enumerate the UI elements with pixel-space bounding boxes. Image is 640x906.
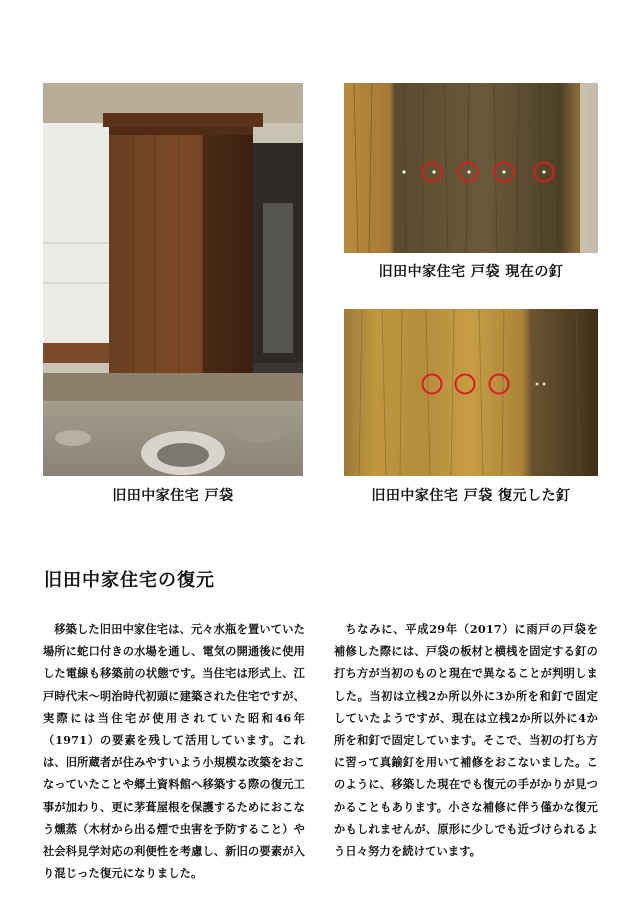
paragraph-left: 移築した旧田中家住宅は、元々水瓶を置いていた場所に蛇口付きの水場を通し、電気の開通後に使用した電線も移築前の状態です。当住宅は形式上、江戸時代末〜明治時代初頭に建築された住宅ですが、実際には当住宅が使用されていた昭和46年（1971）の要素を残して活用しています。これは、旧所蔵者が住みやすいよう小規模な改築をおこなっていたことや郷土資料館へ移築する際の復元工事が加わり、更に茅葺屋根を保護するためにおこなう燻蒸（木材から出る煙で虫害を予防すること）や社会科見学対応の利便性を考慮し、新旧の要素が入り混じった復元になりました。 (43, 622, 305, 881)
photo-nails-current (344, 83, 598, 253)
caption-nails-restored: 旧田中家住宅 戸袋 復元した釘 (371, 488, 571, 504)
body-column-right (334, 618, 598, 862)
section-title: 旧田中家住宅の復元 (44, 570, 215, 591)
caption-nails-current: 旧田中家住宅 戸袋 現在の釘 (378, 264, 564, 280)
paragraph-right: ちなみに、平成29年（2017）に雨戸の戸袋を補修した際には、戸袋の板材と横桟を固定する釘の打ち方が当初のものと現在で異なることが判明しました。当初は立桟2か所以外に3か所を和釘で固定していたようですが、現在は立桟2か所以外に4か所を和釘で固定しています。そこで、当初の打ち方に習って真鍮釘を用いて補修をおこないました。このように、移築した現在でも復元の手がかりが見つかることもあります。小さな補修に伴う僅かな復元かもしれませんが、原形に少しでも近づけられるよう日々努力を続けています。 (334, 622, 598, 859)
photo-door (43, 83, 303, 476)
body-column-left (43, 618, 305, 884)
photo-nails-restored (344, 309, 598, 476)
caption-door: 旧田中家住宅 戸袋 (112, 488, 234, 504)
